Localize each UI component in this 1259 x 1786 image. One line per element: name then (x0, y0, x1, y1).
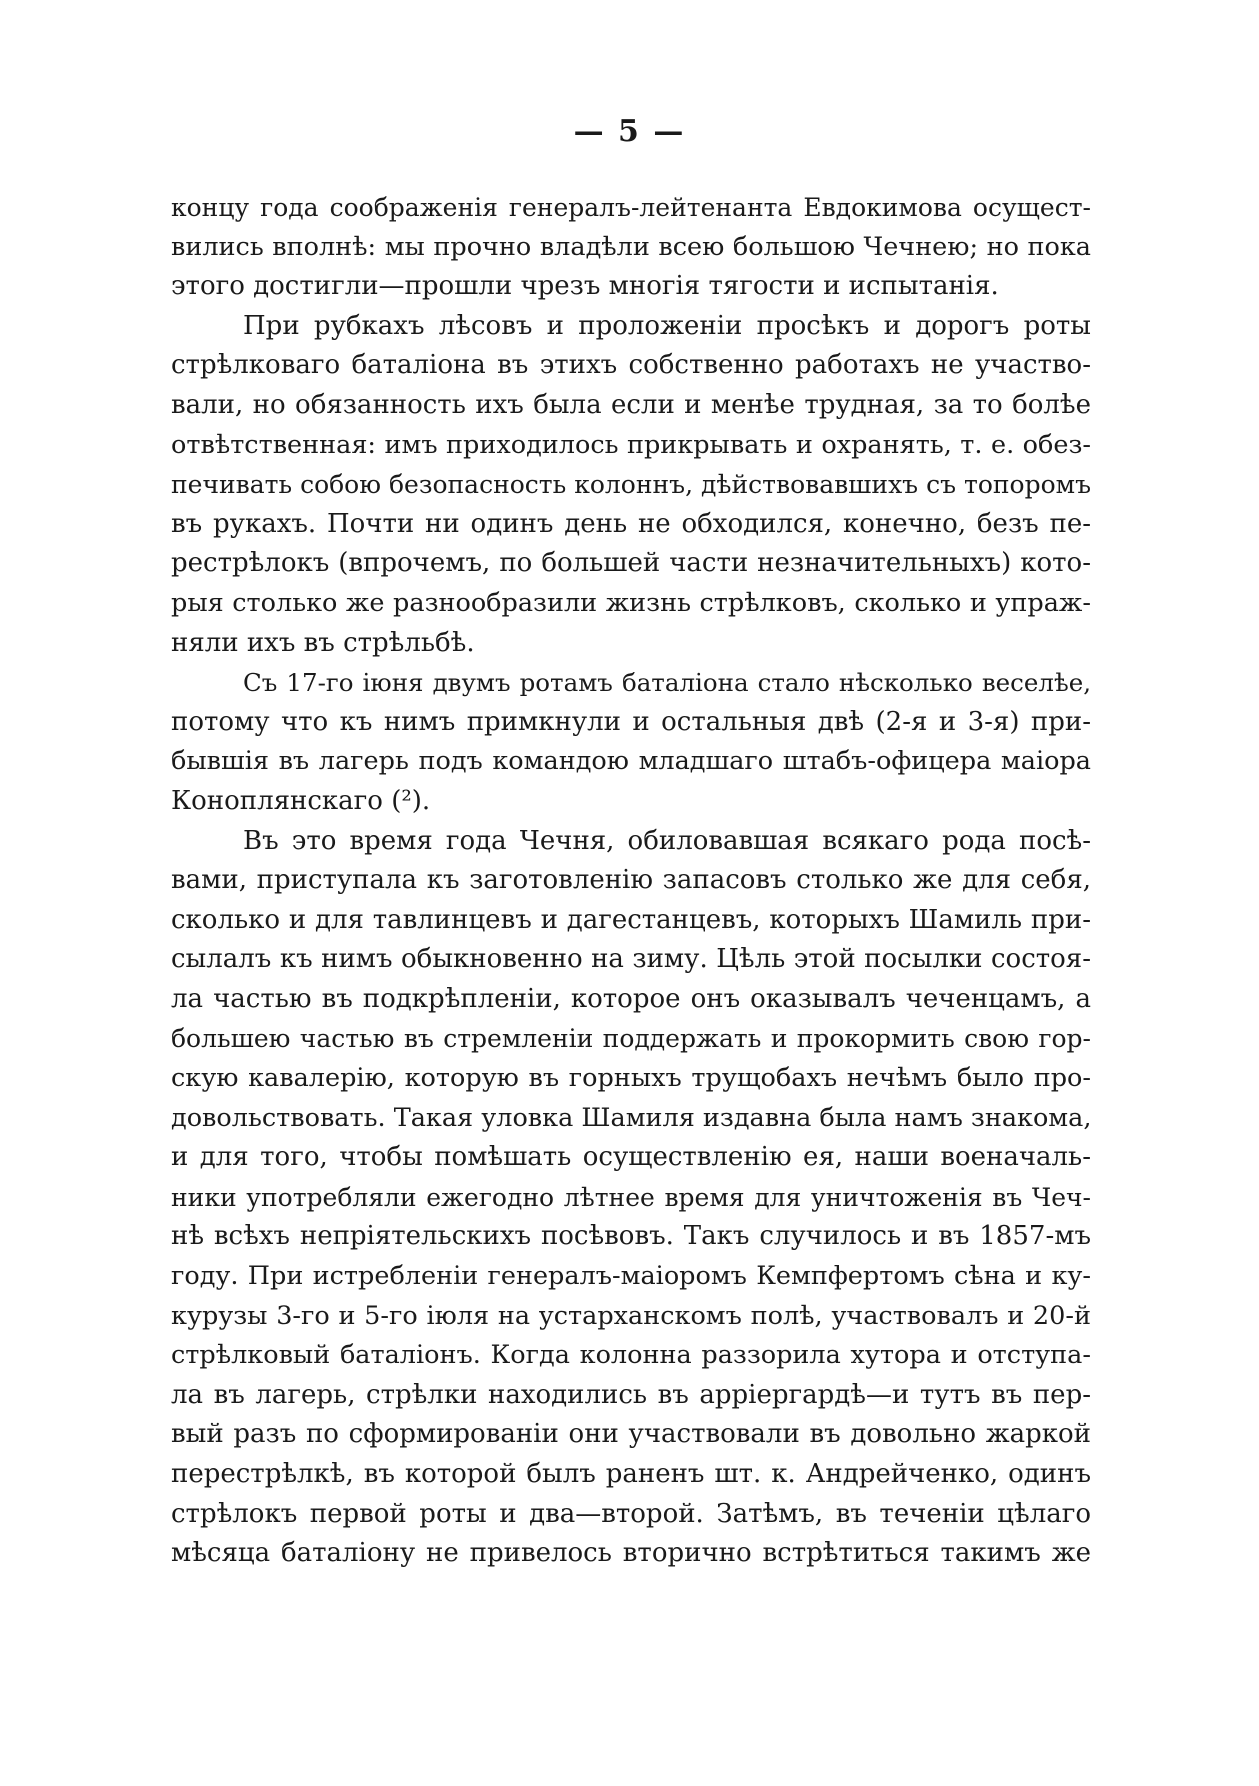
text-line: мѣсяца баталіону не привелось вторично встрѣтиться такимъ же (171, 1538, 1091, 1569)
text-line: потому что къ нимъ примкнули и остальныя двѣ (2-я и 3-я) при- (171, 706, 1091, 737)
text-line: сылалъ къ нимъ обыкновенно на зиму. Цѣль этой посылки состоя- (171, 944, 1091, 975)
text-line: ла въ лагерь, стрѣлки находились въ арріергардѣ—и тутъ въ пер- (171, 1379, 1091, 1410)
text-line: скую кавалерію, которую въ горныхъ трущобахъ нечѣмъ было про- (171, 1063, 1091, 1094)
text-line: стрѣлковый баталіонъ. Когда колонна раззорила хутора и отступа- (171, 1340, 1091, 1371)
text-line: сколько и для тавлинцевъ и дагестанцевъ, которыхъ Шамиль при- (171, 904, 1091, 935)
text-line: Въ это время года Чечня, обиловавшая всякаго рода посѣ- (243, 825, 1091, 856)
text-line: При рубкахъ лѣсовъ и проложеніи просѣкъ и дорогъ роты (243, 310, 1091, 341)
text-line: рыя столько же разнообразили жизнь стрѣлковъ, сколько и упраж- (171, 587, 1091, 618)
text-line: этого достигли—прошли чрезъ многія тягости и испытанія. (171, 271, 999, 302)
text-line: довольствовать. Такая уловка Шамиля издавна была намъ знакома, (171, 1102, 1092, 1133)
text-line: ники употребляли ежегодно лѣтнее время для уничтоженія въ Чеч- (171, 1182, 1091, 1212)
text-line: Коноплянскаго (²). (171, 785, 431, 816)
text-line: вами, приступала къ заготовленію запасовъ столько же для себя, (171, 865, 1091, 896)
text-line: вились вполнѣ: мы прочно владѣли всею большою Чечнею; но пока (171, 231, 1091, 262)
text-line: концу года соображенія генералъ-лейтенанта Евдокимова осущест- (171, 193, 1091, 222)
text-line: рестрѣлокъ (впрочемъ, по большей части незначительныхъ) кото- (171, 548, 1091, 579)
text-line: бывшія въ лагерь подъ командою младшаго штабъ-офицера маіора (171, 746, 1091, 777)
text-line: курузы 3-го и 5-го іюля на устарханскомъ полѣ, участвовалъ и 20-й (171, 1300, 1091, 1331)
text-line: и для того, чтобы помѣшать осуществленію ея, наши военачаль- (171, 1142, 1091, 1173)
text-line: отвѣтственная: имъ приходилось прикрывать и охранять, т. е. обез- (171, 429, 1091, 460)
text-line: году. При истребленіи генералъ-маіоромъ Кемпфертомъ сѣна и ку- (171, 1261, 1091, 1292)
text-line: вали, но обязанность ихъ была если и менѣе трудная, за то болѣе (171, 389, 1091, 420)
text-line: перестрѣлкѣ, въ которой былъ раненъ шт. к. Андрейченко, одинъ (171, 1459, 1091, 1489)
text-line: вый разъ по сформированіи они участвовали въ довольно жаркой (171, 1419, 1091, 1450)
body-text (171, 188, 1091, 1574)
text-line: Съ 17-го іюня двумъ ротамъ баталіона стало нѣсколько веселѣе, (243, 668, 1091, 698)
text-line: ла частью въ подкрѣпленіи, которое онъ оказывалъ чеченцамъ, а (171, 983, 1091, 1014)
page-number: — 5 — (573, 114, 686, 149)
text-line: стрѣлковаго баталіона въ этихъ собственно работахъ не участво- (171, 350, 1091, 381)
text-line: въ рукахъ. Почти ни одинъ день не обходился, конечно, безъ пе- (171, 508, 1091, 539)
text-line: няли ихъ въ стрѣльбѣ. (171, 627, 475, 658)
text-line: большею частью въ стремленіи поддержать и прокормить свою гор- (171, 1024, 1091, 1054)
text-line: печивать собою безопасность колоннъ, дѣйствовавшихъ съ топоромъ (171, 470, 1091, 500)
text-line: нѣ всѣхъ непріятельскихъ посѣвовъ. Такъ случилось и въ 1857-мъ (171, 1221, 1091, 1252)
text-line: стрѣлокъ первой роты и два—второй. Затѣмъ, въ теченіи цѣлаго (171, 1498, 1091, 1529)
